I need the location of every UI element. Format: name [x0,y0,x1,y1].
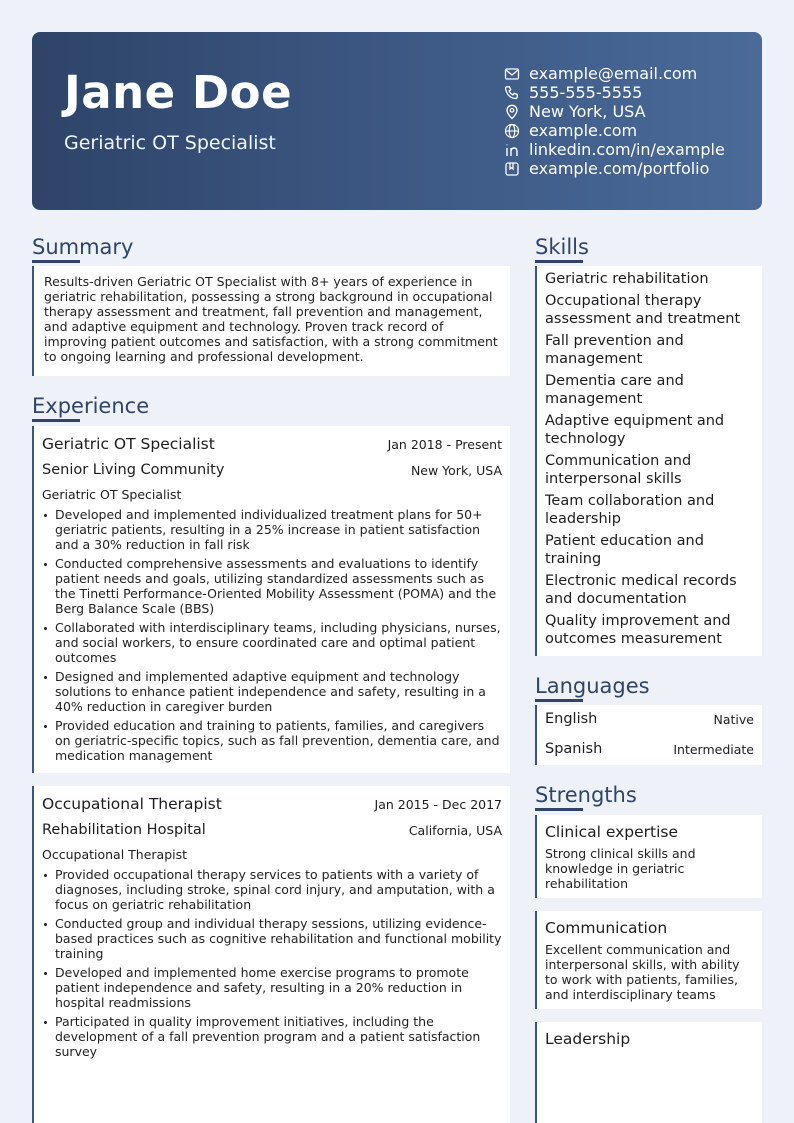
job-title: Geriatric OT Specialist [42,435,215,453]
languages-card [535,705,762,765]
summary-underline [32,260,80,263]
strength-description: Excellent communication and interpersonal skills, with ability to work with patients, families, and interdisciplinary teams [545,942,740,1002]
skill-item: Adaptive equipment and technology [545,413,725,447]
contact-list [504,64,725,178]
strength-card [535,815,762,898]
job-bullet: Collaborated with interdisciplinary teams, including physicians, nurses, and social workers, to ensure coordinated care and optimal patient outcomes [42,620,502,665]
contact-location-text: New York, USA [529,102,646,121]
skill-item: Communication and interpersonal skills [545,453,692,487]
language-row [537,735,762,765]
phone-icon [504,85,520,101]
globe-icon [504,123,520,139]
job-bullet: Developed and implemented home exercise programs to promote patient independence and safety, resulting in a 20% reduction in hospital readmissions [42,965,502,1010]
skill-item: Electronic medical records and documentation [545,573,737,607]
job-company: Rehabilitation Hospital [42,822,206,838]
language-name: English [545,711,598,727]
candidate-name: Jane Doe [64,66,293,119]
strength-card [535,911,762,1009]
resume-header [32,32,762,210]
contact-linkedin[interactable] [504,140,725,159]
language-name: Spanish [545,741,603,757]
strength-title: Leadership [545,1030,631,1048]
contact-website-text: example.com [529,121,638,140]
job-bullet: Conducted group and individual therapy sessions, utilizing evidence-based practices such as cognitive rehabilitation and functional mobility training [42,916,502,961]
skills-underline [535,260,583,263]
job-bullet: Conducted comprehensive assessments and evaluations to identify patient needs and goals, utilizing standardized assessments such as the Tinetti Performance-Oriented Mobility Assessment (POMA) and the Berg Balance Scale (BBS) [42,556,502,616]
strength-description: Strong clinical skills and knowledge in geriatric rehabilitation [545,846,696,891]
summary-card [32,266,510,376]
strength-title: Clinical expertise [545,823,678,841]
language-row [537,705,762,735]
contact-website[interactable] [504,121,725,140]
languages-heading: Languages [535,674,650,698]
job-role: Occupational Therapist [42,847,188,862]
contact-email-text: example@email.com [529,64,698,83]
skill-item: Patient education and training [545,533,704,567]
language-level: Native [713,712,754,727]
job-card [32,426,510,773]
candidate-title: Geriatric OT Specialist [64,132,276,154]
language-level: Intermediate [673,742,754,757]
job-bullet: Designed and implemented adaptive equipment and technology solutions to enhance patient independence and safety, resulting in a 40% reduction in caregiver burden [42,669,502,714]
summary-heading: Summary [32,235,134,259]
job-bullets [42,867,502,1063]
contact-location [504,102,725,121]
contact-portfolio[interactable] [504,159,725,178]
summary-text: Results-driven Geriatric OT Specialist with 8+ years of experience in geriatric rehabilitation, possessing a strong background in occupational therapy assessment and treatment, fall prevention and management, and adaptive equipment and technology. Proven track record of improving patient outcomes and satisfaction, with a strong commitment to ongoing learning and professional development. [44,274,498,364]
skills-list [537,266,762,656]
linkedin-icon [504,142,520,158]
job-location: California, USA [408,823,502,838]
job-title: Occupational Therapist [42,795,222,813]
skill-item: Dementia care and management [545,373,684,407]
skill-item: Team collaboration and leadership [545,493,715,527]
job-bullets [42,507,502,767]
skill-item: Fall prevention and management [545,333,684,367]
job-bullet: Developed and implemented individualized treatment plans for 50+ geriatric patients, resulting in a 25% increase in patient satisfaction and a 30% reduction in fall risk [42,507,502,552]
strengths-underline [535,808,583,811]
location-icon [504,104,520,120]
job-bullet: Provided occupational therapy services to patients with a variety of diagnoses, including stroke, spinal cord injury, and amputation, with a focus on geriatric rehabilitation [42,867,502,912]
contact-email[interactable] [504,64,725,83]
job-dates: Jan 2018 - Present [387,437,502,452]
strengths-heading: Strengths [535,783,637,807]
job-dates: Jan 2015 - Dec 2017 [374,797,502,812]
strength-card [535,1022,762,1123]
skills-heading: Skills [535,235,589,259]
skill-item: Geriatric rehabilitation [545,271,709,287]
job-card [32,786,510,1123]
contact-phone[interactable] [504,83,725,102]
skill-item: Occupational therapy assessment and treatment [545,293,741,327]
portfolio-icon [504,161,520,177]
job-company: Senior Living Community [42,462,225,478]
contact-phone-text: 555-555-5555 [529,83,643,102]
languages-underline [535,699,583,702]
contact-portfolio-text: example.com/portfolio [529,159,710,178]
experience-heading: Experience [32,394,150,418]
job-role: Geriatric OT Specialist [42,487,182,502]
strength-title: Communication [545,919,668,937]
job-location: New York, USA [410,463,502,478]
experience-underline [32,419,80,422]
job-bullet: Provided education and training to patients, families, and caregivers on geriatric-specific topics, such as fall prevention, dementia care, and medication management [42,718,502,763]
skill-item: Quality improvement and outcomes measurement [545,613,731,647]
skills-card [535,266,762,656]
contact-linkedin-text: linkedin.com/in/example [529,140,725,159]
email-icon [504,66,520,82]
job-bullet: Participated in quality improvement initiatives, including the development of a fall prevention program and a patient satisfaction survey [42,1014,502,1059]
